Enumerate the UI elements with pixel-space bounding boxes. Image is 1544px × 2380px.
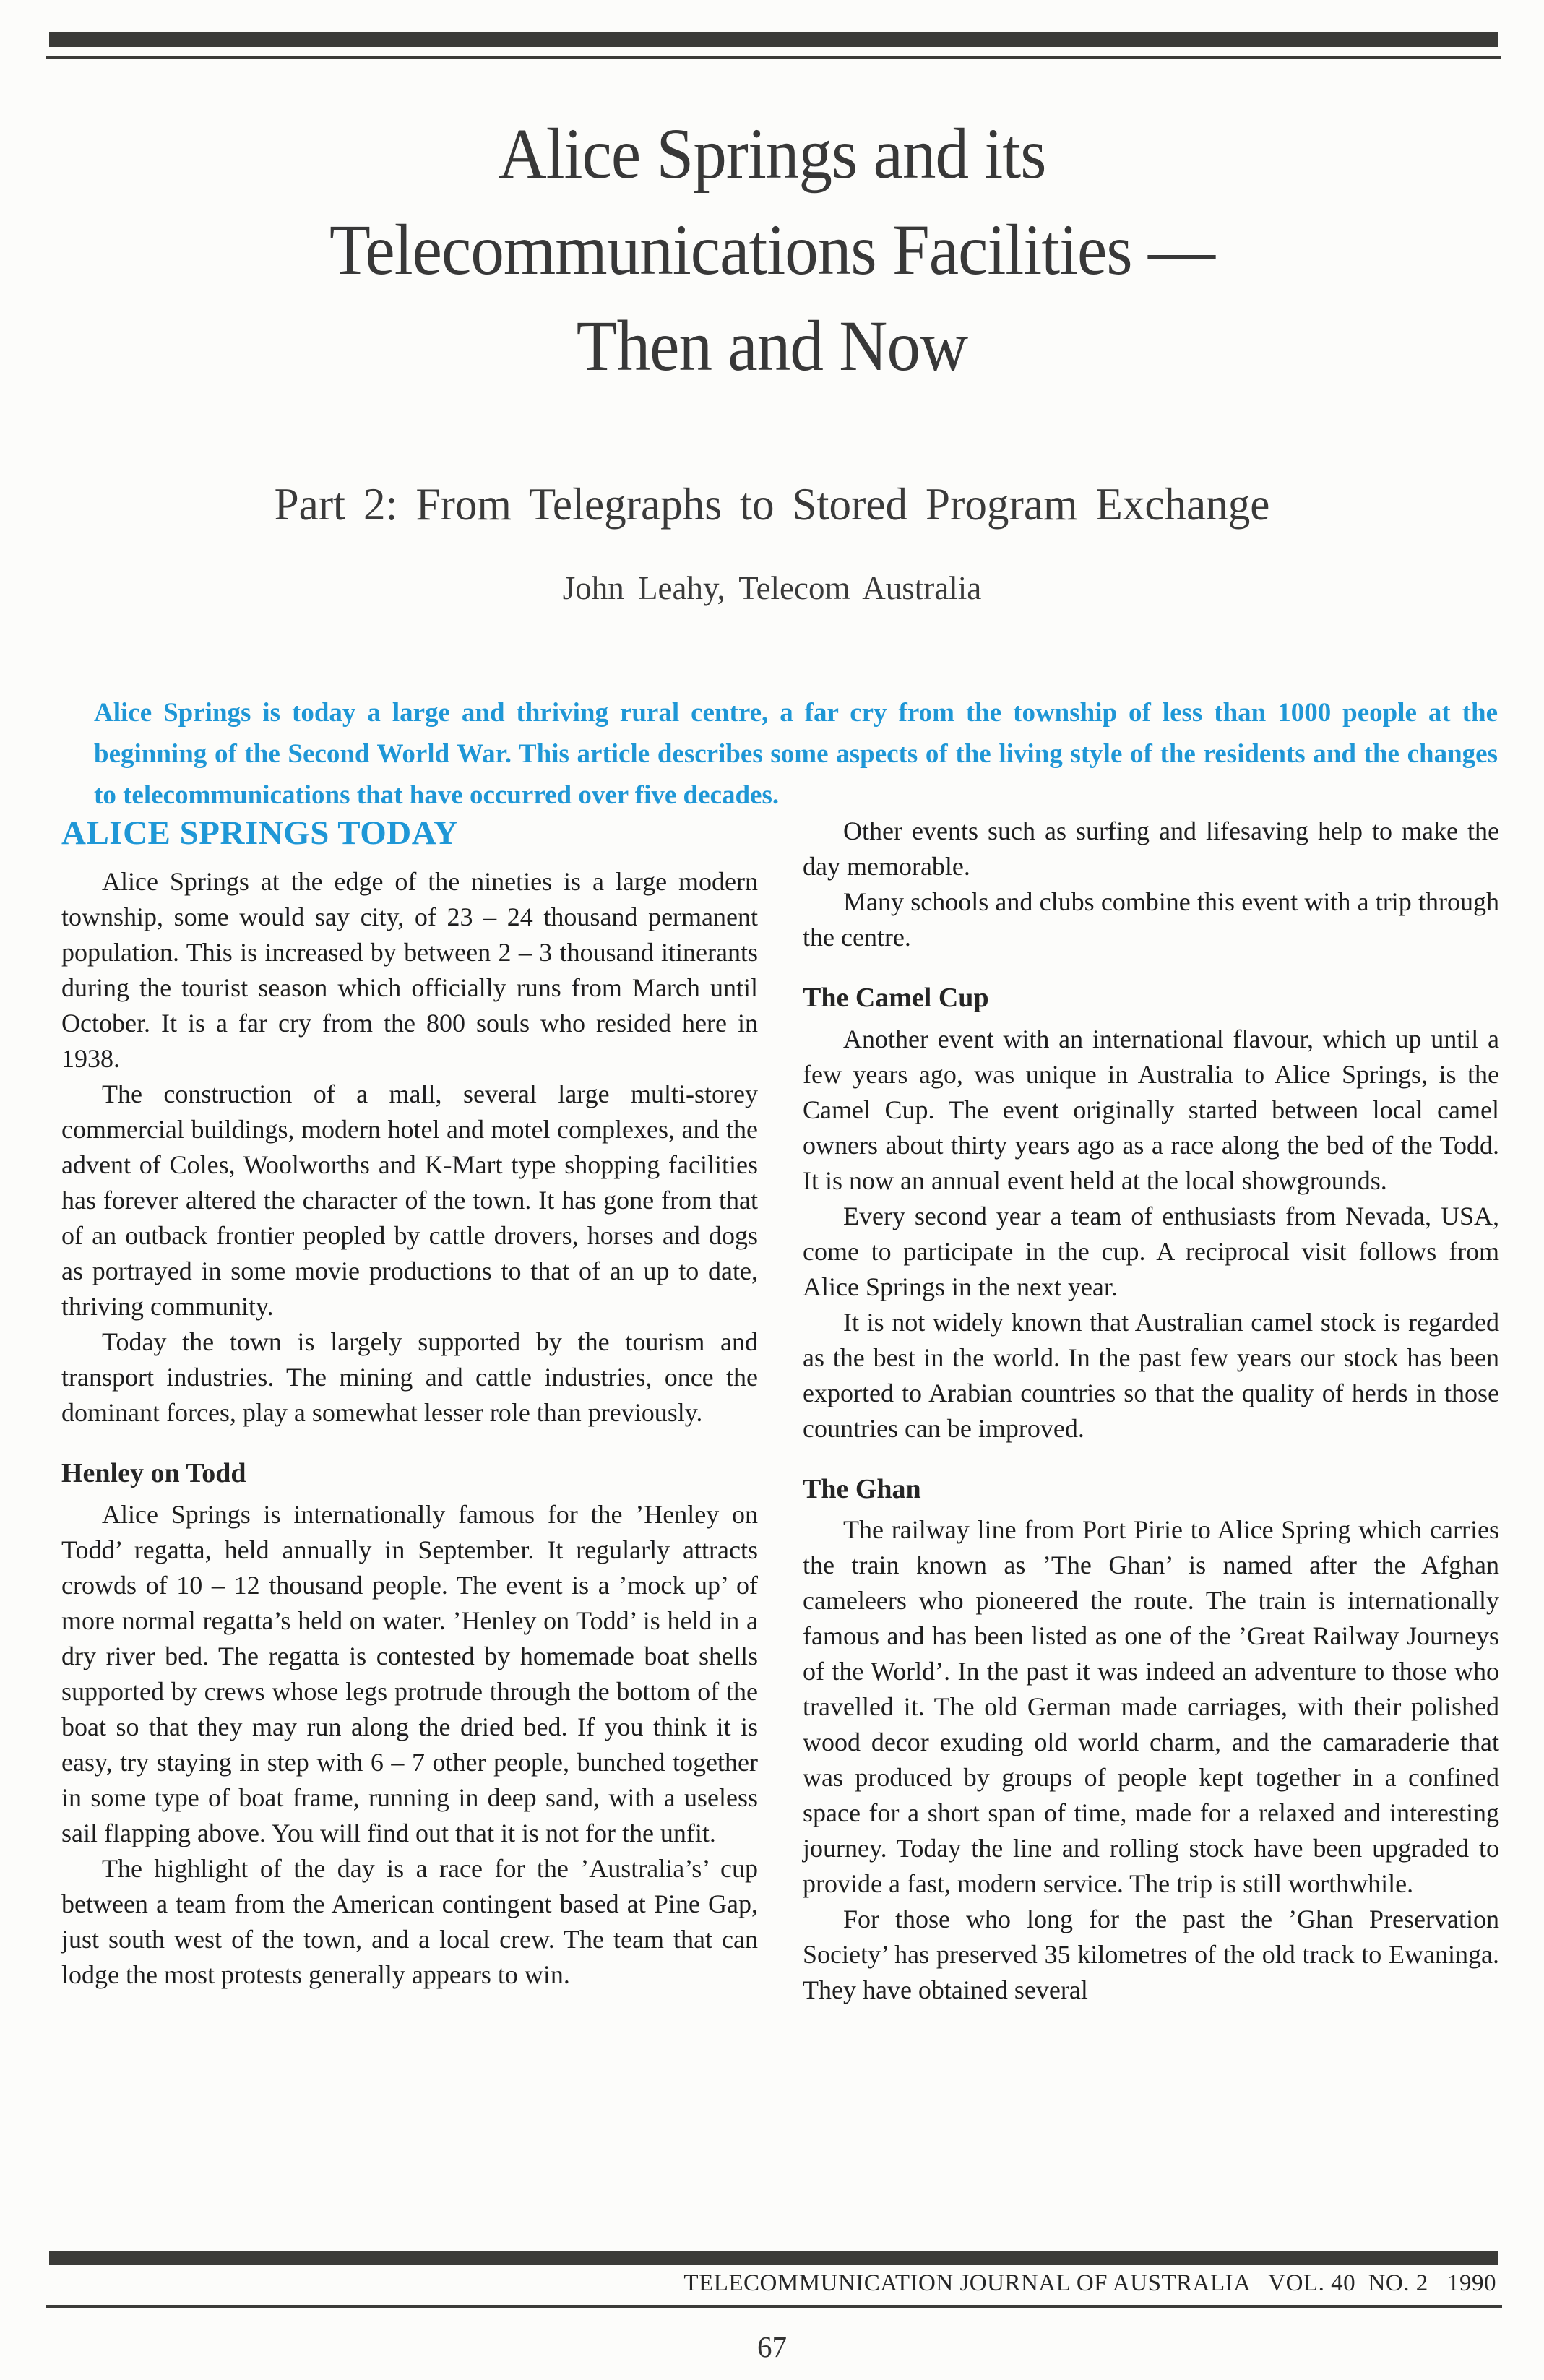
footer-rule-thick — [49, 2251, 1498, 2265]
article-abstract: Alice Springs is today a large and thriving rural centre, a far cry from the township of less than 1000 people at the beginning of the Second World War. This article describes some aspects of the living style of the residents and the changes to telecommunications that have occurred over five decades. — [94, 698, 1498, 810]
section-heading-alice-springs-today: ALICE SPRINGS TODAY — [61, 814, 459, 852]
article-title-line2: Telecommunications Facilities — — [329, 210, 1215, 290]
article-subtitle: Part 2: From Telegraphs to Stored Program Exchange — [274, 479, 1270, 530]
article-title — [54, 105, 1490, 394]
paragraph: Alice Springs is internationally famous for the ’Henley on Todd’ regatta, held annually in September. It regularly attracts crowds of 10 – 12 thousand people. The event is a ’mock up’ of more normal regatta’s held on water. ’Henley on Todd’ is held in a dry river bed. The regatta is contested by homemade boat shells supported by crews whose legs protrude through the bottom of the boat so that they may run along the dried bed. If you think it is easy, try staying in step with 6 – 7 other people, bunched together in some type of boat frame, running in deep sand, with a useless sail flapping above. You will find out that it is not for the unfit. — [61, 1499, 758, 1847]
section-heading-the-camel-cup: The Camel Cup — [803, 983, 989, 1013]
section-heading-henley-on-todd: Henley on Todd — [61, 1458, 246, 1489]
article-author: John Leahy, Telecom Australia — [562, 570, 982, 606]
header-rule-thick — [49, 32, 1498, 47]
paragraph: Alice Springs at the edge of the nineties is a large modern township, some would say city, of 23 – 24 thousand permanent population. This is increased by between 2 – 3 thousand itinerants during the tourist season which officially runs from March until October. It is a far cry from the 800 souls who resided here in 1938. — [61, 867, 758, 1074]
article-title-line1: Alice Springs and its — [498, 113, 1046, 194]
paragraph: Another event with an international flavour, which up until a few years ago, was unique in Australia to Alice Springs, is the Camel Cup. The event originally started between local camel owners about thirty years ago as a race along the bed of the Todd. It is now an annual event held at the local showgrounds. — [803, 1024, 1499, 1195]
section-heading-the-ghan: The Ghan — [803, 1473, 921, 1504]
footer-rule-thin — [46, 2305, 1502, 2308]
paragraph: It is not widely known that Australian camel stock is regarded as the best in the world. In the past few years our stock has been exported to Arabian countries so that the quality of herds in those countries can be improved. — [803, 1307, 1499, 1443]
left-column — [61, 814, 758, 2008]
paragraph: Every second year a team of enthusiasts from Nevada, USA, come to participate in the cup. A reciprocal visit follows from Alice Springs in the next year. — [803, 1201, 1499, 1301]
journal-footer-line: TELECOMMUNICATION JOURNAL OF AUSTRALIA VOL. 40 NO. 2 1990 — [683, 2270, 1496, 2296]
paragraph: The construction of a mall, several large multi-storey commercial buildings, modern hotel and motel complexes, and the advent of Coles, Woolworths and K-Mart type shopping facilities has forever altered the character of the town. It has gone from that of an outback frontier peopled by cattle drovers, horses and dogs as portrayed in some movie productions to that of an up to date, thriving community. — [61, 1079, 758, 1321]
paragraph: Other events such as surfing and lifesaving help to make the day memorable. — [803, 816, 1499, 881]
paragraph: The highlight of the day is a race for the ’Australia’s’ cup between a team from the American contingent based at Pine Gap, just south west of the town, and a local crew. The team that can lodge the most protests generally appears to win. — [61, 1853, 758, 1989]
article-title-line3: Then and Now — [576, 306, 968, 386]
paragraph: For those who long for the past the ’Ghan Preservation Society’ has preserved 35 kilometres of the old track to Ewaninga. They have obtained several — [803, 1905, 1499, 2005]
paragraph: Today the town is largely supported by the tourism and transport industries. The mining and cattle industries, once the dominant forces, play a somewhat lesser role than previously. — [61, 1327, 758, 1428]
page-number: 67 — [757, 2330, 787, 2363]
right-column — [803, 814, 1499, 2008]
header-rule-thin — [46, 56, 1501, 59]
article-body — [61, 814, 1499, 2008]
paragraph: Many schools and clubs combine this event with a trip through the centre. — [803, 887, 1499, 952]
paragraph: The railway line from Port Pirie to Alice Spring which carries the train known as ’The Ghan’ is named after the Afghan cameleers who pioneered the route. The train is internationally famous and has been listed as one of the ’Great Railway Journeys of the World’. In the past it was indeed an adventure to those who travelled it. The old German made carriages, with their polished wood decor exuding old world charm, and the camaraderie that was produced by groups of people kept together in a confined space for a short span of time, made for a relaxed and interesting journey. Today the line and rolling stock have been upgraded to provide a fast, modern service. The trip is still worthwhile. — [803, 1515, 1499, 1899]
